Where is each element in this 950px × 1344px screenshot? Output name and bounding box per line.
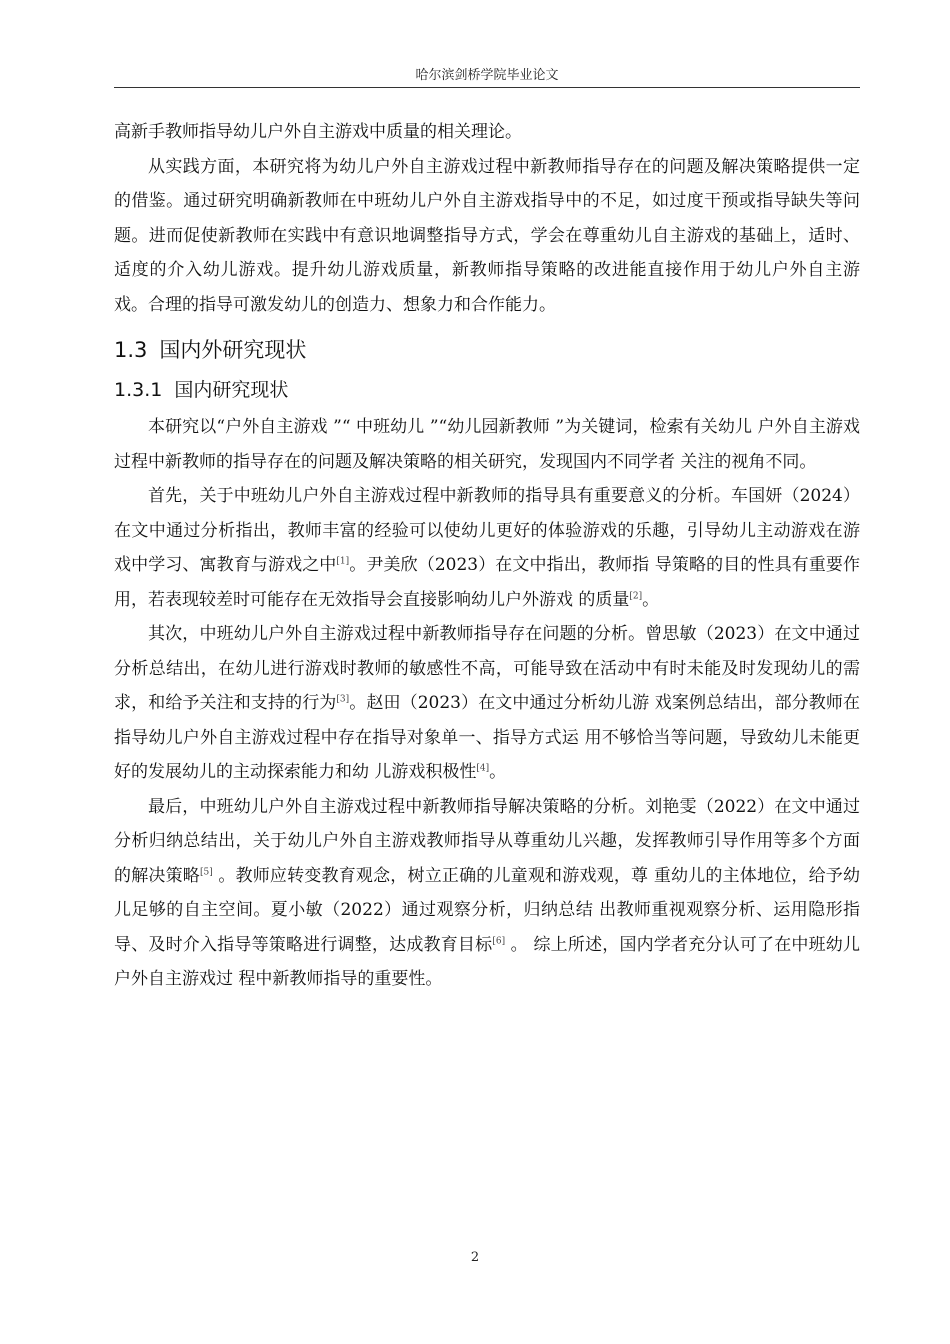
paragraph-continuation: 高新手教师指导幼儿户外自主游戏中质量的相关理论。 [114,122,522,142]
subsection-heading-1-3-1 [114,372,860,408]
paragraph-text: 。尹美欣（2023）在文中指出，教师指 导策略的目的性具有重要作用，若表现较差时可能存在无效指导会直接影响幼儿户外游戏 的质量 [114,555,860,610]
subsection-title: 国内研究现状 [174,379,289,401]
page-body [114,115,860,997]
paragraph-text: 其次，中班幼儿户外自主游戏过程中新教师指导存在问题的分析。曾思敏（2023）在文中通过分析总结出，在幼儿进行游戏时教师的敏感性不高，可能导致在活动中有时未能及时发现幼儿的需求，和给予关注和支持的行为 [114,624,860,713]
citation-5: [5] [199,866,213,877]
running-header: 哈尔滨剑桥学院毕业论文 [415,68,559,83]
paragraph-text: 。 综上所述，国内学者充分认可了在中班幼儿户外自主游戏过 程中新教师指导的重要性。 [114,934,861,989]
citation-1: [1] [336,556,350,567]
citation-2: [2] [629,590,643,601]
paragraph-problem-analysis [114,617,860,790]
paragraph-keywords: 本研究以“户外自主游戏 ”“ 中班幼儿 ”“幼儿园新教师 ”为关键词，检索有关幼儿 户外自主游戏过程中新教师的指导存在的问题及解决策略的相关研究，发现国内不同学者 关注的视角不同。 [114,417,860,472]
paragraph-text: 。 [642,589,660,610]
section-heading-1-3 [114,332,860,368]
paragraph-text: 。赵田（2023）在文中通过分析幼儿游 戏案例总结出，部分教师在指导幼儿户外自主游戏过程中存在指导对象单一、指导方式运 用不够恰当等问题，导致幼儿未能更好的发展幼儿的主动探索能力和幼 儿游戏积极性 [114,693,860,782]
citation-4: [4] [476,763,490,774]
paragraph-significance-analysis [114,479,860,617]
citation-3: [3] [336,694,350,705]
page-number: 2 [470,1250,480,1265]
paragraph-strategy-analysis [114,790,860,997]
section-number: 1.3 [114,338,148,362]
subsection-number: 1.3.1 [114,379,163,401]
paragraph-practice-significance: 从实践方面，本研究将为幼儿户外自主游戏过程中新教师指导存在的问题及解决策略提供一定的借鉴。通过研究明确新教师在中班幼儿户外自主游戏指导中的不足，如过度干预或指导缺失等问题。进而促使新教师在实践中有意识地调整指导方式，学会在尊重幼儿自主游戏的基础上，适时、适度的介入幼儿游戏。提升幼儿游戏质量，新教师指导策略的改进能直接作用于幼儿户外自主游戏。合理的指导可激发幼儿的创造力、想象力和合作能力。 [114,156,860,315]
paragraph-text: 最后，中班幼儿户外自主游戏过程中新教师指导解决策略的分析。刘艳雯（2022）在文中通过分析归纳总结出，关于幼儿户外自主游戏教师指导从尊重幼儿兴趣，发挥教师引导作用等多个方面的解决策略 [114,796,860,886]
citation-6: [6] [492,935,506,946]
paragraph-text: 首先，关于中班幼儿户外自主游戏过程中新教师的指导具有重要意义的分析。车国妍（2024）在文中通过分析指出，教师丰富的经验可以使幼儿更好的体验游戏的乐趣，引导幼儿主动游戏在游戏中学习、寓教育与游戏之中 [114,486,860,575]
paragraph-text: 。 [489,762,507,782]
paragraph-text: 。教师应转变教育观念，树立正确的儿童观和游戏观，尊 重幼儿的主体地位，给予幼儿足够的自主空间。夏小敏（2022）通过观察分析，归纳总结 出教师重视观察分析、运用隐形指导、及时介入指导等策略进行调整，达成教育目标 [114,865,860,955]
header-divider [114,87,860,88]
section-title: 国内外研究现状 [159,338,307,362]
